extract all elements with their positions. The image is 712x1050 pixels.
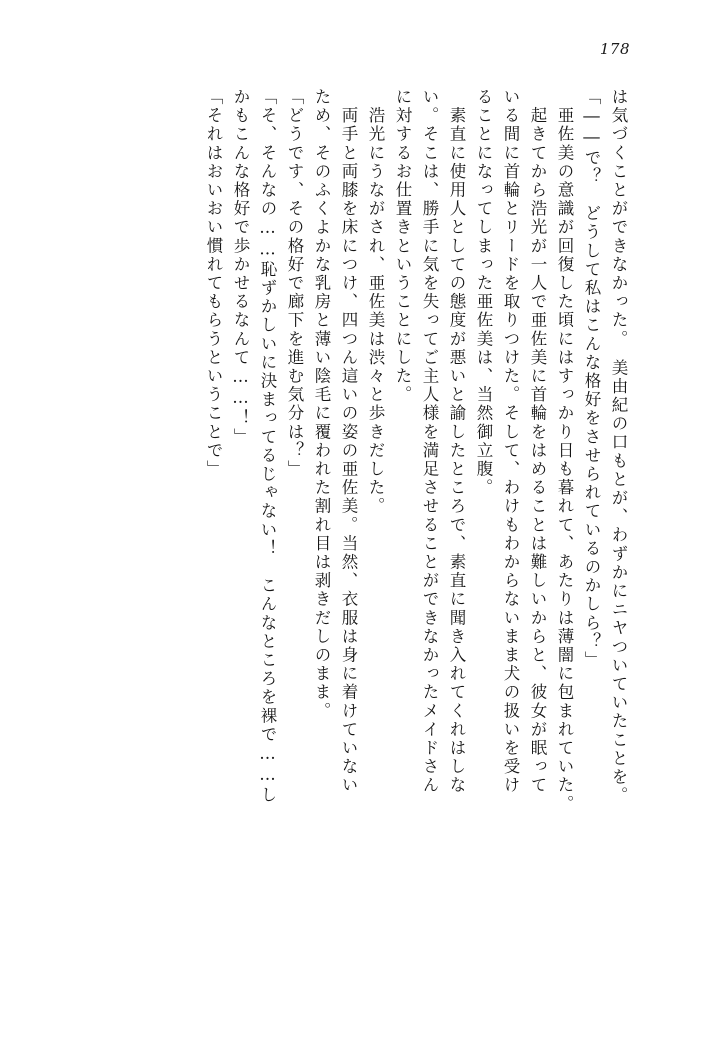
text-column: い。そこは、勝手に気を失ってご主人様を満足させることができなかったメイドさん (420, 88, 439, 795)
text-column: ため、そのふくよかな乳房と薄い陰毛に覆われた割れ目は剥きだしのまま。 (312, 88, 331, 721)
text-column: いる間に首輪とリードを取りつけた。そして、わけもわからないまま犬の扱いを受け (501, 88, 520, 795)
text-column: 「どうです、その格好で廊下を進む気分は？」 (285, 88, 304, 479)
text-column: 両手と両膝を床につけ、四つん這いの姿の亜佐美。当然、衣服は身に着けていない (339, 88, 358, 795)
text-column: 「そ、そんなの……恥ずかしいに決まってるじゃない！ こんなところを裸で……し (258, 88, 277, 805)
text-column: ることになってしまった亜佐美は、当然御立腹。 (474, 88, 493, 498)
text-column: に対するお仕置きということにした。 (393, 88, 412, 405)
text-column: 「――で？ どうして私はこんな格好をさせられているのかしら？」 (582, 88, 601, 670)
vertical-text-body (86, 88, 626, 988)
text-column: 起きてから浩光が一人で亜佐美に首輪をはめることは難しいからと、彼女が眠って (528, 88, 547, 795)
text-column: 「それはおいおい慣れてもらうということで」 (204, 88, 223, 479)
text-column: 素直に使用人としての態度が悪いと諭したところで、素直に聞き入れてくれはしな (447, 88, 466, 795)
text-column: かもこんな格好で歩かせるなんて……！」 (231, 88, 250, 447)
text-column: 亜佐美の意識が回復した頃にはすっかり日も暮れて、あたりは薄闇に包まれていた。 (555, 88, 574, 814)
text-column: 浩光にうながされ、亜佐美は渋々と歩きだした。 (366, 88, 385, 516)
page-number: 178 (599, 40, 630, 58)
text-column: は気づくことができなかった。 美由紀の口もとが、わずかにニヤついていたことを。 (609, 88, 628, 806)
